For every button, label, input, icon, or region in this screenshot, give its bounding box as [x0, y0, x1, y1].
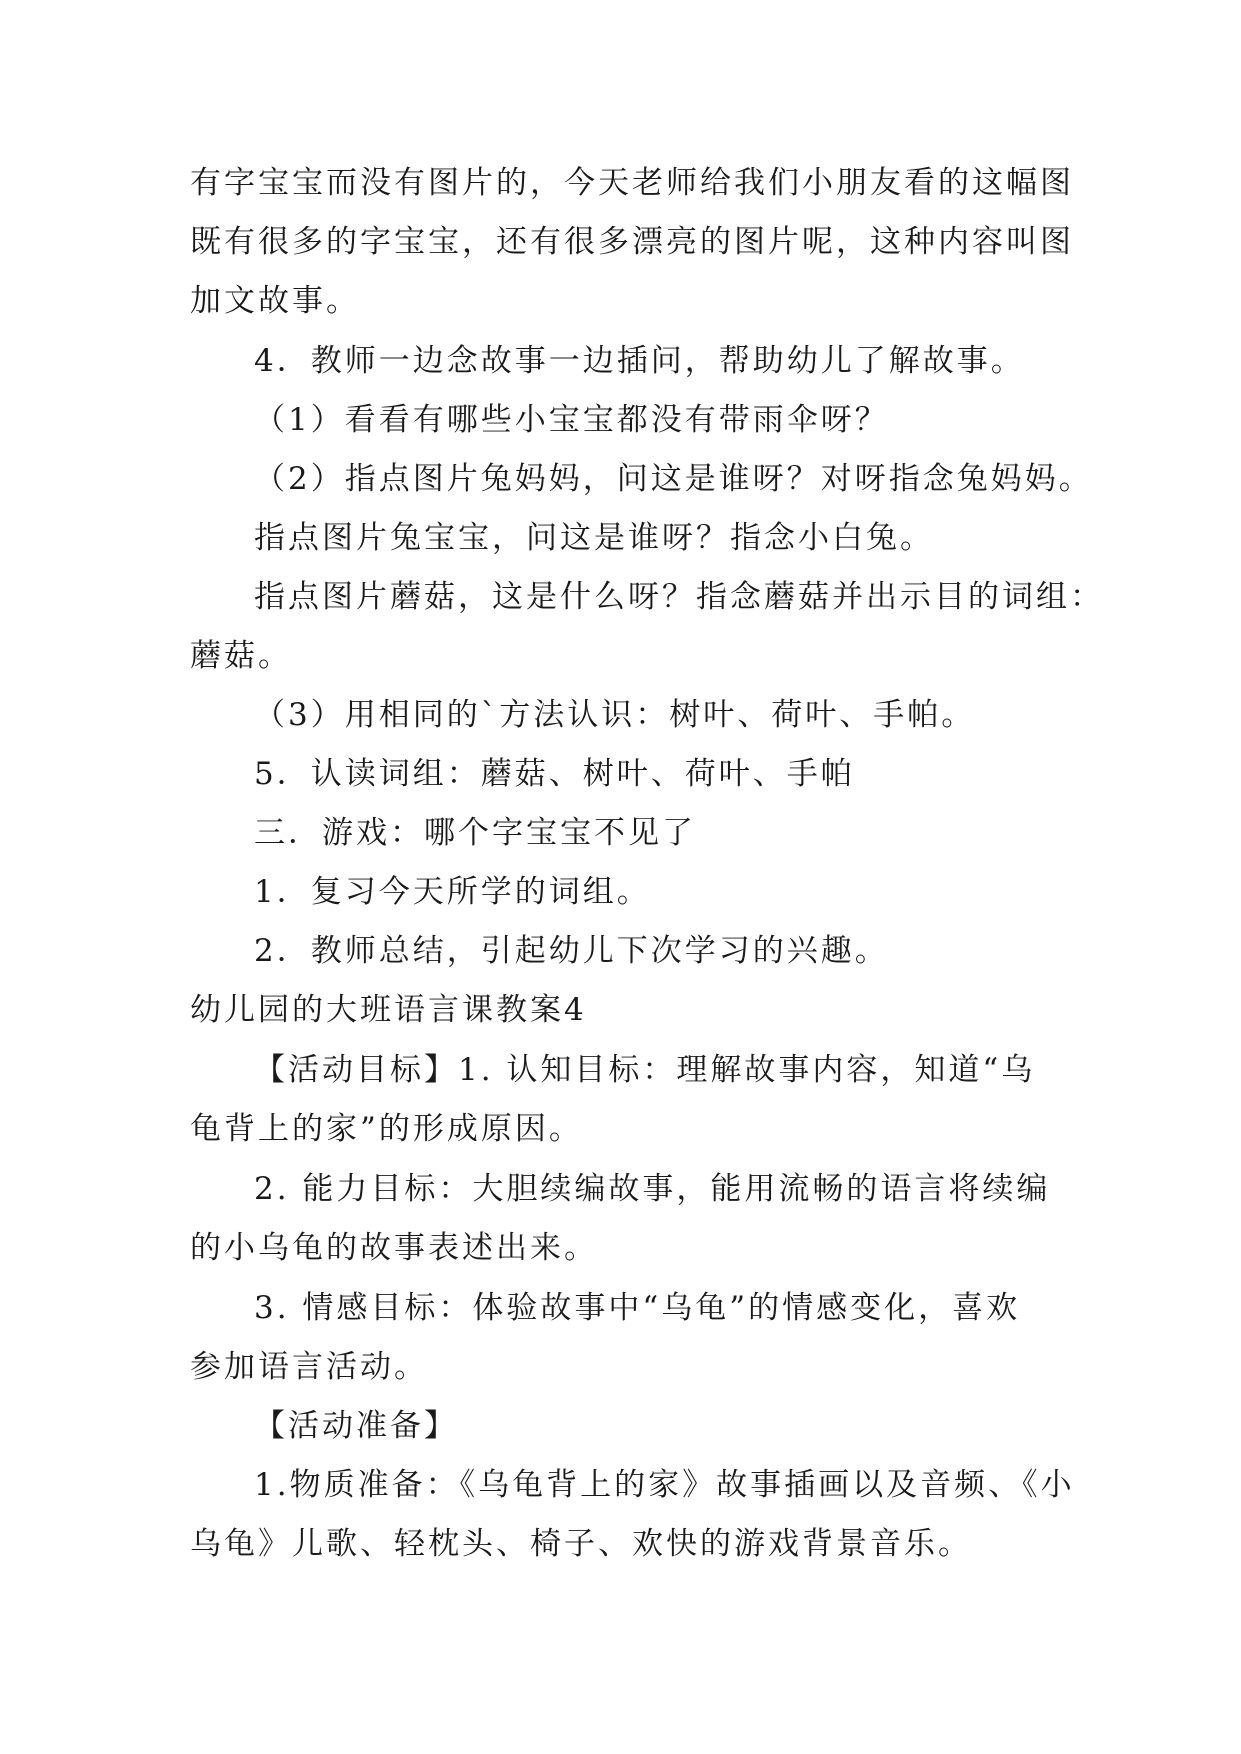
text-line: 【活动目标】1. 认知目标：理解故事内容，知道“乌: [254, 1052, 1036, 1088]
text-line: 【活动准备】: [254, 1408, 458, 1444]
text-line: 1.物质准备：《乌龟背上的家》故事插画以及音频、《小: [254, 1467, 1075, 1503]
text-line: 指点图片兔宝宝，问这是谁呀？指念小白兔。: [254, 520, 934, 556]
text-line: （1）看看有哪些小宝宝都没有带雨伞呀？: [254, 402, 889, 438]
text-line: 的小乌龟的故事表述出来。: [190, 1230, 598, 1266]
text-line: 加文故事。: [190, 283, 360, 319]
text-line: 蘑菇。: [190, 638, 292, 674]
text-line: 1．复习今天所学的词组。: [254, 874, 651, 910]
text-line: 指点图片蘑菇，这是什么呀？指念蘑菇并出示目的词组：: [254, 579, 1104, 615]
text-line: 既有很多的字宝宝，还有很多漂亮的图片呢，这种内容叫图: [190, 224, 1074, 260]
text-line: 2. 能力目标：大胆续编故事，能用流畅的语言将续编: [254, 1171, 1051, 1207]
text-line: 5．认读词组：蘑菇、树叶、荷叶、手帕: [254, 756, 855, 792]
text-line: 3. 情感目标：体验故事中“乌龟”的情感变化，喜欢: [254, 1290, 1021, 1326]
text-line: （2）指点图片兔妈妈，问这是谁呀？对呀指念兔妈妈。: [254, 461, 1093, 497]
text-line: 2．教师总结，引起幼儿下次学习的兴趣。: [254, 933, 889, 969]
text-line: 三．游戏：哪个字宝宝不见了: [254, 815, 696, 851]
text-line: 参加语言活动。: [190, 1349, 428, 1385]
text-line: 龟背上的家”的形成原因。: [190, 1111, 583, 1147]
text-line: 有字宝宝而没有图片的，今天老师给我们小朋友看的这幅图: [190, 165, 1074, 201]
text-line: 乌龟》儿歌、轻枕头、椅子、欢快的游戏背景音乐。: [190, 1526, 972, 1562]
text-line: 4．教师一边念故事一边插问，帮助幼儿了解故事。: [254, 343, 1025, 379]
section-heading: 幼儿园的大班语言课教案4: [190, 992, 587, 1028]
text-line: （3）用相同的`方法认识：树叶、荷叶、手帕。: [254, 697, 976, 733]
